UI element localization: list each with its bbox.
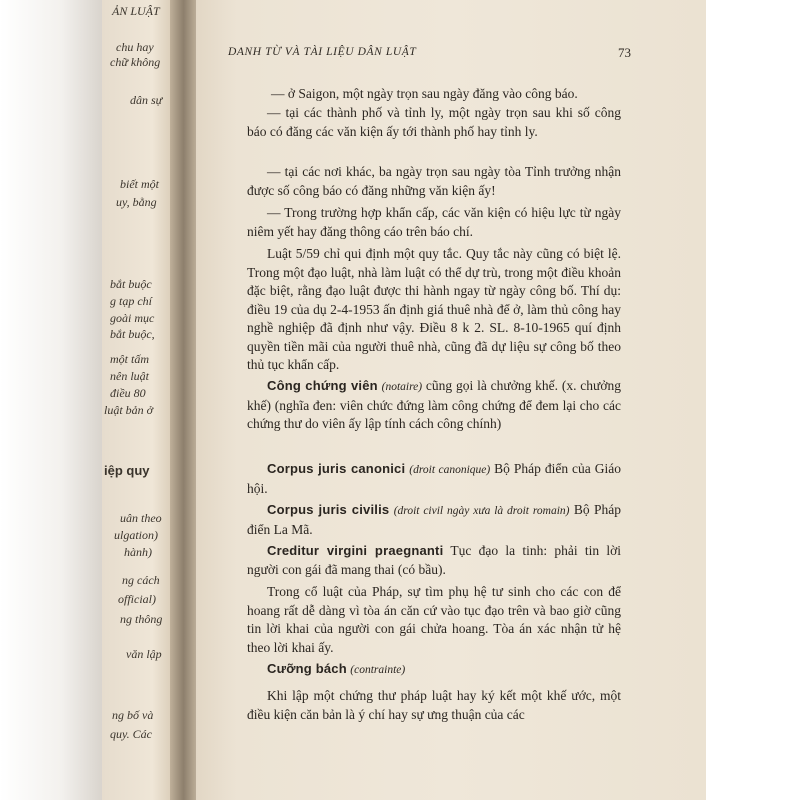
term-heading: Corpus juris canonici	[267, 461, 406, 476]
left-line: nên luật	[110, 369, 149, 383]
paragraph-khan-cap: — Trong trường hợp khẩn cấp, các văn kiện có hiệu lực từ ngày niêm yết hay đăng thông cáo trên báo chí.	[247, 205, 621, 239]
left-line: một tấm	[110, 352, 149, 366]
term-definition: cũng gọi là chưởng khế. (x. chưởng khế) (nghĩa đen: viên chức đứng làm công chứng để đem lại cho các chứng thư do viên ấy lập tính cách công chính)	[247, 378, 622, 431]
paragraph-luat-559: Luật 5/59 chỉ qui định một quy tắc. Quy tắc này cũng có biệt lệ. Trong một đạo luật, nhà làm luật có thể dự trù, trong một điều khoản đặc biệt, rằng đạo luật được thi hành ngay từ ngày công bố. Thí dụ: điều 19 của dụ 2-4-1953 ấn định giá thuê nhà để ở, làm thủ công hay nghề nghiệp đã định như vậy. Điều 8 k 2. SL. 8-10-1965 quí định quyền tiền mãi của người thuê nhà, cũng đã dự liệu sự công bố theo thủ tục khẩn cấp.	[247, 246, 621, 372]
left-line: ẢN LUẬT	[112, 4, 160, 18]
left-line: chu hay	[116, 40, 154, 54]
term-heading: Cưỡng bách	[267, 661, 347, 676]
term-heading: Corpus juris civilis	[267, 502, 390, 517]
term-heading: Creditur virgini praegnanti	[267, 543, 444, 558]
left-line: bắt buộc	[110, 277, 152, 291]
paragraph-noi-khac: — tại các nơi khác, ba ngày trọn sau ngày tòa Tỉnh trưởng nhận được số công báo có đăng những văn kiện ấy!	[247, 164, 621, 198]
left-line: biết một	[120, 177, 159, 191]
left-line: quy. Các	[110, 727, 152, 741]
left-line: điều 80	[110, 386, 146, 400]
paragraph-thanh-pho: — tại các thành phố và tỉnh ly, một ngày trọn sau khi số công báo có đăng các văn kiện ấy tới thành phố hay tỉnh ly.	[247, 105, 621, 139]
left-line: iệp quy	[104, 463, 150, 478]
left-line: ng thông	[120, 612, 163, 626]
paragraph-co-luat: Trong cổ luật của Pháp, sự tìm phụ hệ tư sinh cho các con để hoang rất dễ dàng vì tòa án căn cứ vào tục đạo trên và bao giờ cũng tin lời khai của người con gái chửa hoang. Tòa án xác nhận tử hệ theo lời khai ấy.	[247, 584, 621, 655]
left-line: ng bố và	[112, 708, 154, 722]
entry-cuong-bach	[247, 660, 621, 680]
entry-corpus-canonici	[247, 460, 621, 498]
term-foreign: (droit canonique)	[409, 464, 491, 476]
left-line: dân sự	[130, 93, 163, 107]
left-line: chữ không	[110, 55, 161, 69]
entry-creditur	[247, 542, 621, 579]
left-line: g tạp chí	[110, 294, 152, 308]
left-line: ng cách	[122, 573, 160, 587]
left-line: uy, bằng	[116, 195, 157, 209]
term-definition: Bộ Pháp điển La Mã.	[247, 502, 621, 537]
left-line: văn lập	[126, 647, 162, 661]
background-right	[706, 0, 800, 800]
left-line: bắt buộc,	[110, 327, 155, 341]
term-foreign: (notaire)	[381, 381, 423, 393]
term-definition: Tục đạo la tinh: phải tin lời người con gái đã mang thai (có bầu).	[247, 543, 621, 577]
left-line: uân theo	[120, 511, 162, 525]
left-line: ulgation)	[114, 528, 158, 542]
paragraph-khe-uoc: Khi lập một chứng thư pháp luật hay ký kết một khế ước, một điều kiện căn bản là ý chí hay sự ưng thuận của các	[247, 688, 621, 722]
term-definition: Bộ Pháp điển của Giáo hội.	[247, 461, 621, 496]
term-foreign: (contrainte)	[350, 664, 406, 676]
term-heading: Công chứng viên	[267, 378, 378, 393]
page-number: 73	[618, 45, 631, 60]
left-line: goài mục	[110, 311, 155, 325]
running-title: DANH TỪ VÀ TÀI LIỆU DÂN LUẬT	[228, 46, 417, 58]
paragraph-saigon: — ở Saigon, một ngày trọn sau ngày đăng vào công báo.	[271, 86, 578, 101]
left-line: official)	[118, 592, 156, 606]
entry-cong-chung-vien	[247, 377, 621, 434]
entry-corpus-civilis	[247, 501, 621, 539]
left-line: hành)	[124, 545, 152, 559]
left-line: luật bản ở	[104, 403, 154, 417]
background-left	[0, 0, 102, 800]
left-page-edge	[102, 0, 174, 800]
term-foreign: (droit civil ngày xưa là droit romain)	[393, 505, 570, 517]
